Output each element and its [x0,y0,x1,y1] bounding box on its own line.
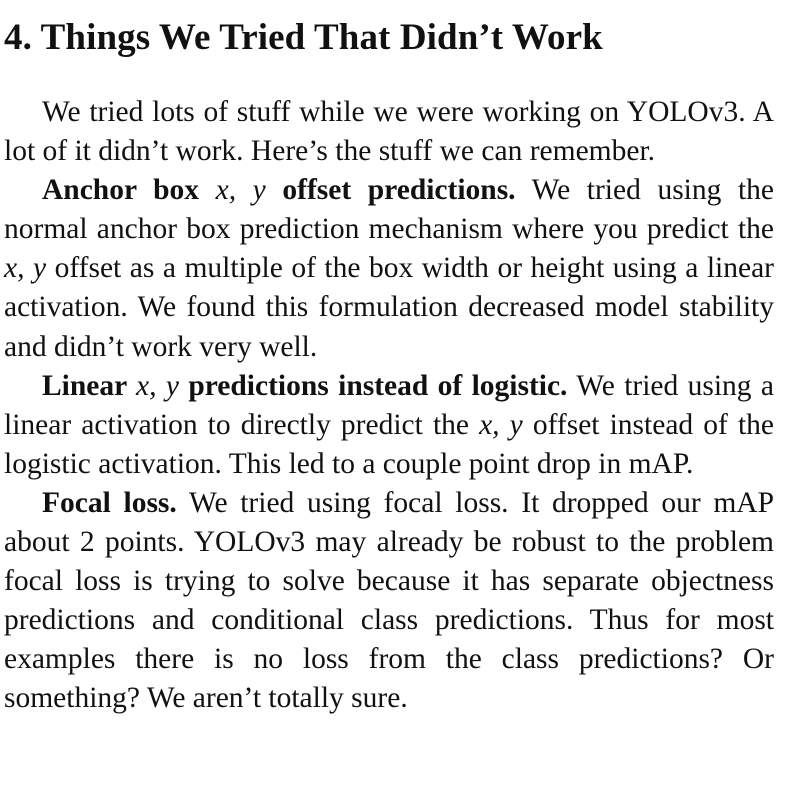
linear-text-2: offset instead of the logistic activation. This led to a couple point drop in mAP. [4,408,774,480]
section-heading: 4. Things We Tried That Didn’t Work [4,17,603,58]
math-xy-anchor-body: x, y [4,252,47,285]
paragraph-anchor-box [4,171,774,366]
heading-anchor-pre: Anchor box [42,174,216,207]
section-body [4,93,774,719]
paragraph-linear-predictions [4,367,774,484]
paragraph-focal-loss [4,484,774,719]
heading-linear-post: predictions instead of logistic. [178,369,568,402]
anchor-text-2: offset as a multiple of the box width or height using a linear activation. We found this formulation decreased model stability and didn’t work very well. [4,252,775,363]
math-xy-heading-linear: x, y [136,369,179,402]
heading-linear-pre: Linear [42,369,137,402]
math-xy-linear-body: x, y [479,408,523,441]
linear-text-1: We tried using a linear activation to directly predict the [4,369,775,441]
heading-anchor-post: offset predictions. [265,174,516,207]
run-in-heading-anchor-box [42,174,516,206]
paragraph-intro-text: We tried lots of stuff while we were working on YOLOv3. A lot of it didn’t work. Here’s the stuff we can remember. [4,96,774,168]
run-in-heading-linear [42,370,567,402]
focal-text: We tried using focal loss. It dropped our mAP about 2 points. YOLOv3 may already be robust to the problem focal loss is trying to solve because it has separate objectness predictions and conditional class predictions. Thus for most examples there is no loss from the class predictions? Or something? We aren’t totally sure. [4,486,775,715]
paragraph-intro [4,93,774,171]
run-in-heading-focal: Focal loss. [42,486,177,519]
anchor-text-1: We tried using the normal anchor box prediction mechanism where you predict the [4,174,774,246]
math-xy-heading-anchor: x, y [215,174,266,207]
